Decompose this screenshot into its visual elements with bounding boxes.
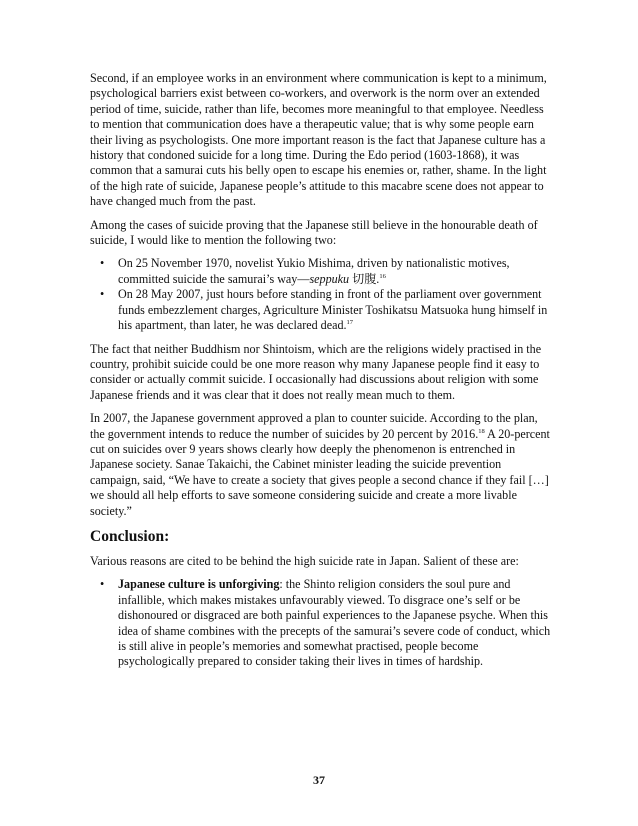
paragraph-honourable-death-intro: Among the cases of suicide proving that the Japanese still believe in the honourable death of suicide, I would like to mention the following two:: [90, 217, 538, 248]
bullet-icon: •: [100, 287, 105, 302]
paragraph-religion: The fact that neither Buddhism nor Shintoism, which are the religions widely practised in the country, prohibit suicide could be one more reason why many Japanese people find it easy to consider or actually commit suicide. I occasionally had discussions about religion with some Japanese friends and it was clear that it does not really mean much to them.: [90, 341, 542, 402]
footnote-ref: 18: [478, 427, 485, 435]
conclusion-reasons-list: [90, 577, 554, 669]
list-item-mishima: [90, 256, 554, 287]
footnote-ref: 17: [346, 319, 354, 327]
bullet-icon: •: [100, 577, 105, 592]
paragraph-conclusion-intro: Various reasons are cited to be behind the high suicide rate in Japan. Salient of these are:: [90, 553, 519, 568]
paragraph-text: In 2007, the Japanese government approved a plan to counter suicide. According to the plan, the government intends to reduce the number of suicides by 20 percent by 2016.: [90, 411, 538, 441]
paragraph-text: A 20-percent cut on suicides over 9 years shows clearly how deeply the phenomenon is entrenched in Japanese society. Sanae Takaichi, the Cabinet minister leading the suicide prevention campaign, said, “We have to create a society that gives people a second chance if they fail […] we should all help efforts to save someone considering suicide and create a more livable society.”: [90, 426, 550, 518]
footnote-ref: 16: [379, 272, 386, 280]
suicide-cases-list: [90, 256, 554, 333]
page-number: 37: [313, 773, 325, 787]
paragraph-workplace-suicide: Second, if an employee works in an environment where communication is kept to a minimum, psychological barriers exist between co-workers, and overwork is the norm over an extended period of time, suicide, rather than life, becomes more meaningful to that employee. Needless to mention that communication does have a therapeutic value; that is why some people earn their living as psychologists. One more important reason is the fact that Japanese culture has a history that condoned suicide for a long time. During the Edo period (1603-1868), it was common that a samurai cuts his belly open to escape his enemies or, rather, shame. In the light of the high rate of suicide, Japanese people’s attitude to this macabre scene does not appear to have changed much from the past.: [90, 71, 547, 209]
kanji-term: 切腹.: [349, 271, 380, 286]
list-item-bold-lead: Japanese culture is unforgiving: [118, 577, 280, 592]
list-item-text: : the Shinto religion considers the soul pure and infallible, which makes mistakes unfavourably viewed. To disgrace one’s self or be dishonoured or disgraced are both painful experiences to the Japanese psyche. When this idea of shame combines with the precepts of the samurai’s severe code of conduct, which is still alive in people’s memories and somewhat practised, people become psychologically prepared to consider taking their lives in times of hardship.: [118, 577, 551, 669]
document-page: [90, 71, 554, 678]
seppuku-term: seppuku: [309, 271, 350, 286]
bullet-icon: •: [100, 256, 105, 271]
list-item-text: On 28 May 2007, just hours before standing in front of the parliament over government funds embezzlement charges, Agriculture Minister Toshikatsu Matsuoka hung himself in his apartment, than later, he was declared dead.: [118, 287, 548, 333]
list-item-unforgiving-culture: [90, 577, 554, 669]
list-item-text: On 25 November 1970, novelist Yukio Mishima, driven by nationalistic motives, committed suicide the samurai’s way—: [118, 256, 510, 286]
conclusion-heading: Conclusion:: [90, 527, 170, 545]
list-item-matsuoka: [90, 287, 554, 333]
paragraph-government-plan: [90, 411, 554, 519]
